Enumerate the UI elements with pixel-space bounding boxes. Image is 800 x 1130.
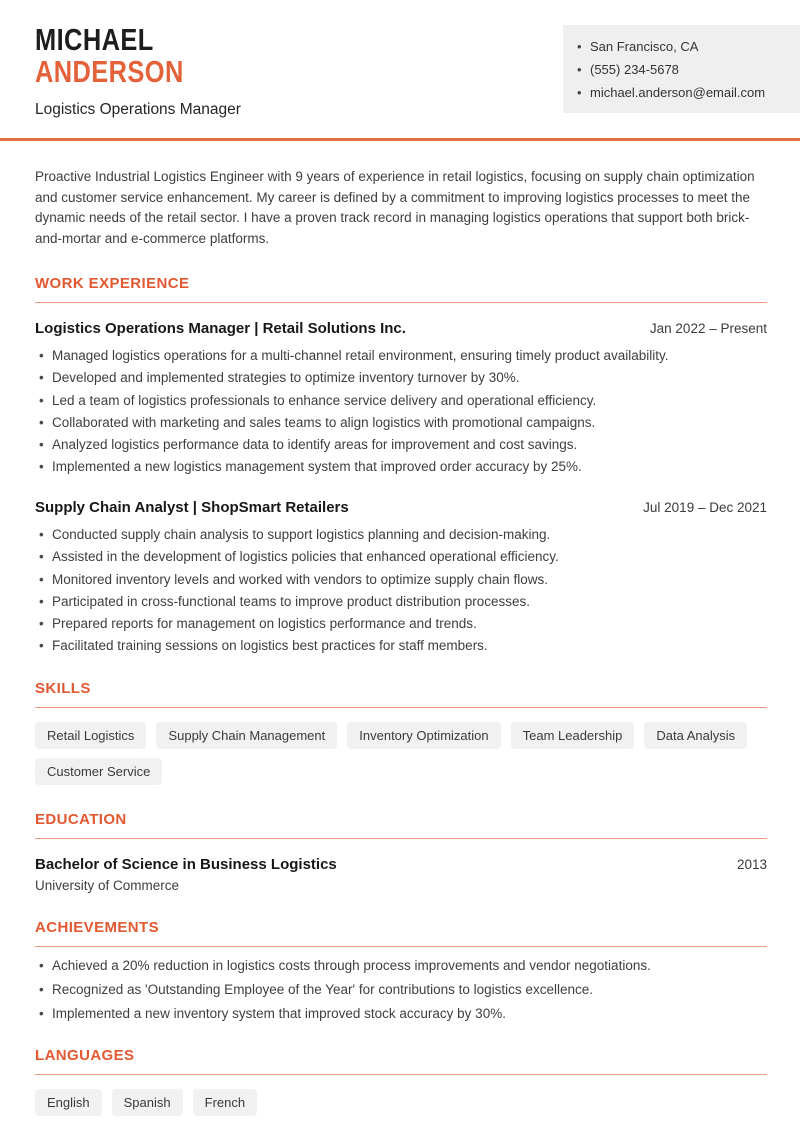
section-divider	[35, 946, 767, 947]
section-work-experience	[35, 275, 767, 654]
bullet-item: • Achieved a 20% reduction in logistics costs through process improvements and vendor negotiations.	[35, 959, 767, 974]
skill-tag: Retail Logistics	[35, 722, 146, 749]
contact-list	[577, 39, 786, 100]
achievements-heading: ACHIEVEMENTS	[35, 918, 159, 936]
contact-location: • San Francisco, CA	[577, 39, 786, 54]
section-achievements	[35, 919, 767, 1022]
skill-tag: Team Leadership	[511, 722, 635, 749]
bullet-item: • Analyzed logistics performance data to identify areas for improvement and cost savings.	[35, 438, 767, 453]
job-entry	[35, 499, 767, 654]
languages-tag-list	[35, 1089, 767, 1116]
language-tag: English	[35, 1089, 102, 1116]
bullet-item: • Recognized as 'Outstanding Employee of the Year' for contributions to logistics excellence.	[35, 983, 767, 998]
job-bullet-list	[35, 349, 767, 475]
contact-email: • michael.anderson@email.com	[577, 85, 786, 100]
job-dates: Jan 2022 – Present	[649, 321, 767, 336]
bullet-item: • Conducted supply chain analysis to support logistics planning and decision-making.	[35, 528, 767, 543]
bullet-item: • Implemented a new logistics management system that improved order accuracy by 25%.	[35, 460, 767, 475]
job-header-row	[35, 499, 767, 516]
language-tag: Spanish	[112, 1089, 183, 1116]
bullet-item: • Managed logistics operations for a multi-channel retail environment, ensuring timely product availability.	[35, 349, 767, 364]
education-heading: EDUCATION	[35, 810, 127, 828]
job-dates: Jul 2019 – Dec 2021	[643, 499, 767, 515]
section-languages	[35, 1047, 767, 1116]
bullet-item: • Monitored inventory levels and worked with vendors to optimize supply chain flows.	[35, 573, 767, 588]
section-education	[35, 811, 767, 893]
skill-tag: Customer Service	[35, 758, 162, 785]
job-header-row	[35, 320, 767, 337]
section-divider	[35, 302, 767, 303]
section-divider	[35, 838, 767, 839]
bullet-item: • Developed and implemented strategies to optimize inventory turnover by 30%.	[35, 371, 767, 386]
education-entry	[35, 856, 767, 893]
first-name: MICHAEL	[35, 22, 154, 57]
bullet-item: • Prepared reports for management on logistics performance and trends.	[35, 617, 767, 632]
graduation-year: 2013	[736, 856, 767, 872]
school-name: University of Commerce	[35, 877, 180, 893]
bullet-item: • Led a team of logistics professionals to enhance service delivery and operational efficiency.	[35, 394, 767, 409]
bullet-item: • Implemented a new inventory system that improved stock accuracy by 30%.	[35, 1007, 767, 1022]
last-name: ANDERSON	[35, 54, 184, 89]
skill-tag: Inventory Optimization	[347, 722, 500, 749]
section-divider	[35, 707, 767, 708]
header-divider	[0, 138, 800, 141]
skills-heading: SKILLS	[35, 679, 91, 697]
education-header-row	[35, 856, 767, 873]
contact-card	[563, 25, 800, 113]
bullet-item: • Participated in cross-functional teams to improve product distribution processes.	[35, 595, 767, 610]
bullet-item: • Assisted in the development of logistics policies that enhanced operational efficiency.	[35, 550, 767, 565]
section-divider	[35, 1074, 767, 1075]
skills-tag-list	[35, 722, 767, 785]
job-bullet-list	[35, 528, 767, 654]
bullet-item: • Collaborated with marketing and sales teams to align logistics with promotional campaigns.	[35, 416, 767, 431]
work-experience-heading: WORK EXPERIENCE	[35, 275, 190, 292]
resume-body	[0, 167, 800, 1116]
headline-title: Logistics Operations Manager	[35, 101, 241, 118]
skill-tag: Data Analysis	[644, 722, 747, 749]
bullet-item: • Facilitated training sessions on logistics best practices for staff members.	[35, 639, 767, 654]
job-entry	[35, 320, 767, 475]
section-skills	[35, 680, 767, 785]
job-title: Supply Chain Analyst | ShopSmart Retailers	[35, 498, 349, 516]
job-title: Logistics Operations Manager | Retail Solutions Inc.	[35, 320, 406, 337]
languages-heading: LANGUAGES	[35, 1047, 135, 1065]
skill-tag: Supply Chain Management	[156, 722, 337, 749]
language-tag: French	[193, 1089, 257, 1116]
contact-phone: • (555) 234-5678	[577, 62, 786, 77]
achievements-list	[35, 959, 767, 1022]
degree-title: Bachelor of Science in Business Logistics	[35, 855, 337, 873]
header	[0, 0, 800, 119]
summary-paragraph: Proactive Industrial Logistics Engineer with 9 years of experience in retail logistics, focusing on supply chain optimization and customer service enhancement. My career is defined by a commitment to improving logistics processes to meet the dynamic needs of the retail sector. I have a proven track record in managing logistics operations that support both brick-and-mortar and e-commerce platforms.	[35, 169, 755, 246]
